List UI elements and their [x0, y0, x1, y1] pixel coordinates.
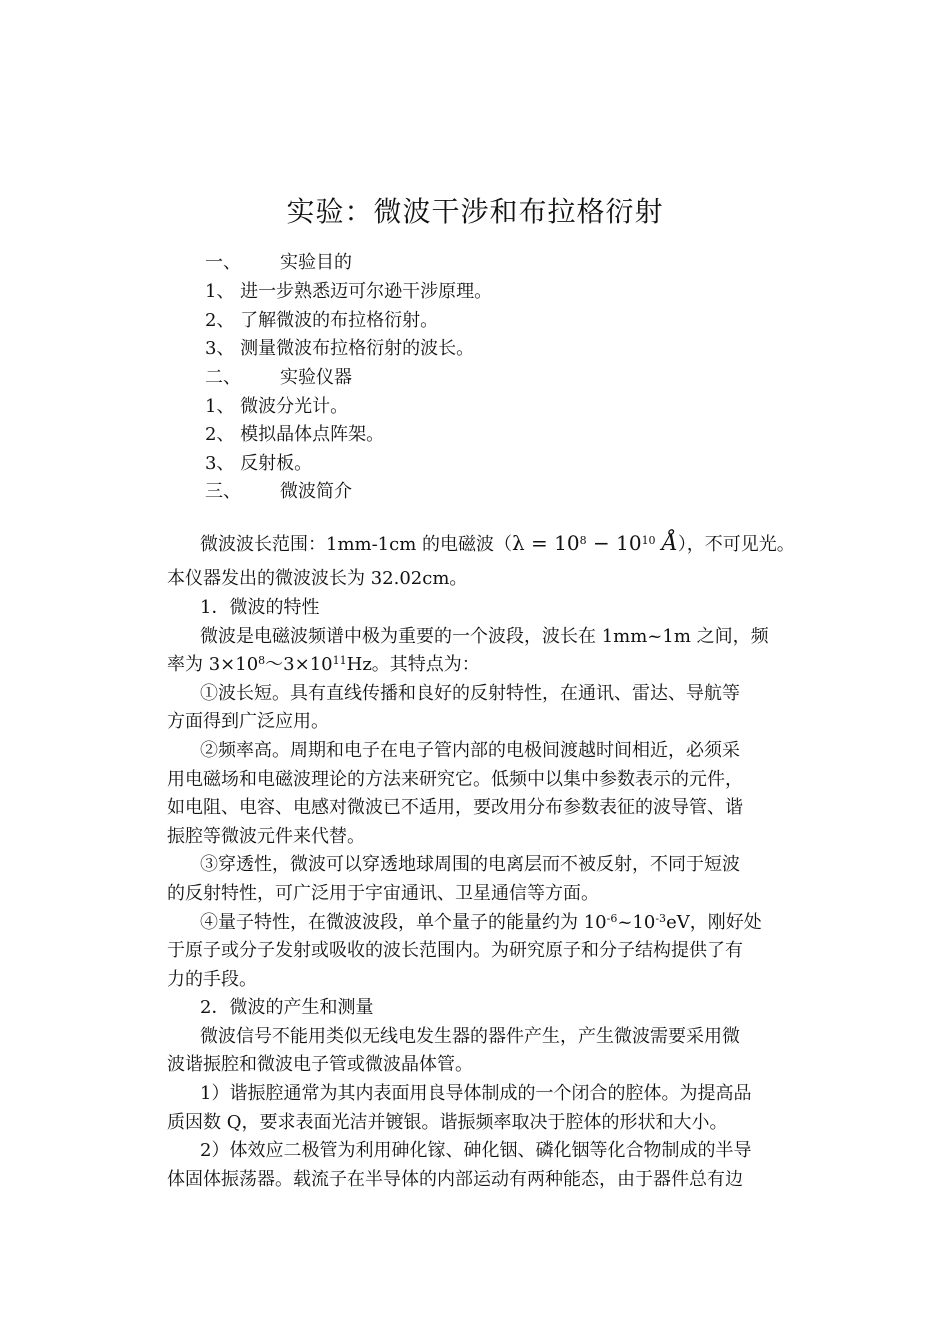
section-number: 三、 — [205, 481, 241, 502]
section-title: 实验目的 — [280, 252, 352, 273]
text-run: 率为 3×10 — [167, 654, 259, 675]
paragraph-text: 振腔等微波元件来代替。 — [167, 826, 365, 847]
paragraph-text — [200, 911, 762, 935]
paragraph-text: 用电磁场和电磁波理论的方法来研究它。低频中以集中参数表示的元件， — [167, 769, 743, 790]
list-item-text: 2、 了解微波的布拉格衍射。 — [205, 310, 439, 331]
paragraph-text: ①波长短。具有直线传播和良好的反射特性，在通讯、雷达、导航等 — [200, 683, 740, 704]
paragraph-text: 体固体振荡器。载流子在半导体的内部运动有两种能态，由于器件总有边 — [167, 1169, 743, 1190]
formula-exponent: 10 — [641, 534, 656, 547]
paragraph-text: 微波信号不能用类似无线电发生器的器件产生，产生微波需要采用微 — [200, 1026, 740, 1047]
list-item-text: 3、 反射板。 — [205, 453, 313, 474]
paragraph-text: 微波是电磁波频谱中极为重要的一个波段，波长在 1mm~1m 之间，频 — [200, 626, 769, 647]
paragraph-text: 本仪器发出的微波波长为 32.02cm。 — [167, 568, 468, 589]
wavelength-formula — [512, 531, 678, 555]
list-item-text: 1、 微波分光计。 — [205, 396, 349, 417]
section-number: 一、 — [205, 252, 241, 273]
page-title: 实验：微波干涉和布拉格衍射 — [286, 195, 664, 228]
formula-base: 10 — [554, 531, 580, 555]
section-number: 二、 — [205, 367, 241, 388]
text-run: ④量子特性，在微波波段，单个量子的能量约为 10 — [200, 912, 607, 933]
paragraph-text: 方面得到广泛应用。 — [167, 711, 329, 732]
formula-base: 10 — [616, 531, 642, 555]
exponent: 11 — [332, 654, 347, 667]
intro-suffix: ），不可见光。 — [677, 534, 795, 555]
subsection-title: 2．微波的产生和测量 — [200, 997, 374, 1018]
paragraph-text — [167, 653, 480, 677]
intro-text — [200, 531, 795, 557]
text-run: ~10 — [617, 912, 656, 933]
exponent: 8 — [258, 654, 266, 667]
paragraph-text: 的反射特性，可广泛用于宇宙通讯、卫星通信等方面。 — [167, 883, 599, 904]
paragraph-text: ②频率高。周期和电子在电子管内部的电极间渡越时间相近，必须采 — [200, 740, 740, 761]
paragraph-text: 如电阻、电容、电感对微波已不适用，要改用分布参数表征的波导管、谐 — [167, 797, 743, 818]
paragraph-text: 波谐振腔和微波电子管或微波晶体管。 — [167, 1054, 473, 1075]
angstrom-unit: Å — [661, 531, 678, 556]
paragraph-text: ③穿透性，微波可以穿透地球周围的电离层而不被反射，不同于短波 — [200, 854, 740, 875]
exponent: -3 — [655, 912, 667, 925]
list-item-text: 3、 测量微波布拉格衍射的波长。 — [205, 338, 475, 359]
text-run: Hz。其特点为： — [346, 654, 480, 675]
formula-equals: = — [531, 531, 548, 555]
formula-exponent: 8 — [579, 534, 587, 547]
formula-minus: − — [592, 531, 610, 555]
paragraph-text: 于原子或分子发射或吸收的波长范围内。为研究原子和分子结构提供了有 — [167, 940, 743, 961]
paragraph-text: 1）谐振腔通常为其内表面用良导体制成的一个闭合的腔体。为提高品 — [200, 1083, 752, 1104]
intro-prefix: 微波波长范围：1mm-1cm 的电磁波（ — [200, 534, 512, 555]
section-title: 实验仪器 — [280, 367, 352, 388]
lambda-symbol: λ — [512, 531, 525, 555]
subsection-title: 1．微波的特性 — [200, 597, 320, 618]
paragraph-text: 2）体效应二极管为利用砷化镓、砷化铟、磷化铟等化合物制成的半导 — [200, 1140, 752, 1161]
exponent: -6 — [606, 912, 618, 925]
section-title: 微波简介 — [280, 481, 352, 502]
text-run: eV，刚好处 — [666, 912, 762, 933]
list-item-text: 2、 模拟晶体点阵架。 — [205, 424, 385, 445]
paragraph-text: 质因数 Q，要求表面光洁并镀银。谐振频率取决于腔体的形状和大小。 — [167, 1112, 728, 1133]
text-run: ～3×10 — [265, 654, 333, 675]
list-item-text: 1、 进一步熟悉迈可尔逊干涉原理。 — [205, 281, 493, 302]
paragraph-text: 力的手段。 — [167, 969, 257, 990]
